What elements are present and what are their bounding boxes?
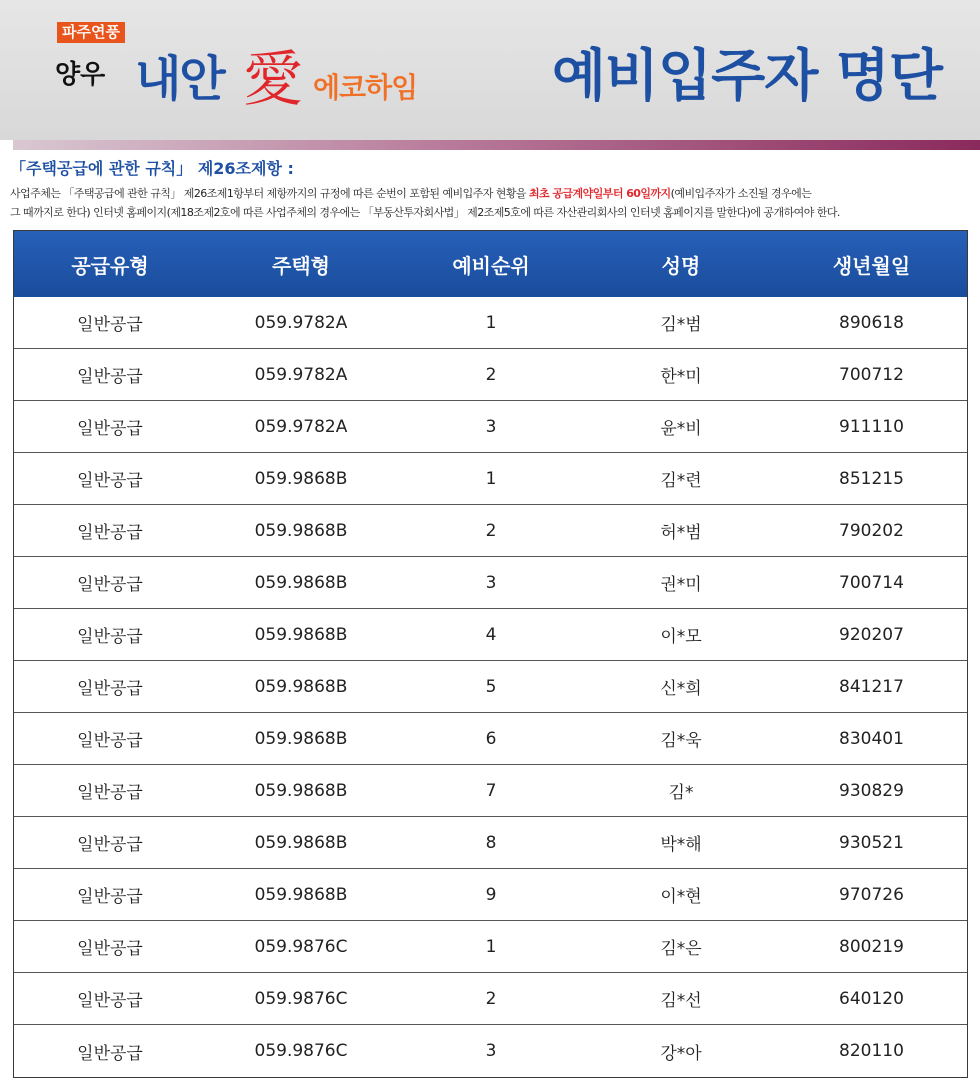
cell-waitlist-rank: 1 [485, 312, 497, 333]
table-row [14, 817, 967, 869]
table-row [14, 297, 967, 349]
cell-supply-type: 일반공급 [77, 627, 143, 647]
cell-supply-type: 일반공급 [77, 575, 143, 595]
cell-waitlist-rank: 3 [485, 416, 497, 437]
cell-birthdate: 890618 [839, 312, 904, 333]
cell-supply-type: 일반공급 [77, 1043, 143, 1064]
page-title: 예비입주자 명단 [551, 44, 942, 109]
cell-unit-type: 059.9868B [254, 468, 348, 489]
column-header-name: 성명 [661, 253, 701, 278]
cell-name: 윤*비 [660, 419, 702, 439]
cell-birthdate: 970726 [839, 884, 904, 905]
column-header-waitlist-rank: 예비순위 [452, 253, 530, 278]
waitlist-table [13, 230, 968, 1078]
cell-supply-type: 일반공급 [77, 315, 143, 335]
rule-line-1-post: (예비입주자가 소진될 경우에는 [670, 187, 812, 200]
cell-supply-type: 일반공급 [77, 991, 143, 1011]
cell-waitlist-rank: 3 [485, 572, 497, 593]
header-divider-band [13, 140, 980, 150]
cell-birthdate: 930521 [839, 832, 904, 853]
rule-text [10, 184, 975, 222]
cell-birthdate: 800219 [839, 936, 904, 957]
cell-unit-type: 059.9868B [254, 780, 348, 801]
table-row [14, 401, 967, 453]
rule-highlight: 최초 공급계약일부터 60일까지 [528, 187, 671, 200]
cell-supply-type: 일반공급 [77, 835, 143, 855]
cell-birthdate: 830401 [839, 728, 904, 749]
table-row [14, 505, 967, 557]
cell-birthdate: 911110 [839, 416, 904, 437]
cell-name: 김*선 [660, 991, 702, 1011]
table-row [14, 765, 967, 817]
cell-unit-type: 059.9868B [254, 520, 348, 541]
rule-line-1-pre: 사업주체는 「주택공급에 관한 규칙」 제26조제1항부터 제항까지의 규정에 따른 순번이 포함된 예비입주자 현황을 [10, 187, 529, 200]
cell-waitlist-rank: 4 [485, 624, 497, 645]
project-badge: 파주연풍 [57, 22, 125, 43]
cell-birthdate: 920207 [839, 624, 904, 645]
table-row [14, 713, 967, 765]
cell-waitlist-rank: 9 [485, 884, 497, 905]
page-header [0, 0, 980, 140]
column-header-birthdate: 생년월일 [832, 253, 911, 278]
cell-waitlist-rank: 1 [485, 468, 497, 489]
cell-birthdate: 700712 [839, 364, 904, 385]
cell-unit-type: 059.9868B [254, 676, 348, 697]
cell-birthdate: 841217 [839, 676, 904, 697]
cell-unit-type: 059.9876C [254, 936, 348, 957]
cell-unit-type: 059.9868B [254, 572, 348, 593]
table-row [14, 973, 967, 1025]
cell-unit-type: 059.9876C [254, 1041, 348, 1061]
cell-name: 김*련 [660, 471, 702, 491]
cell-name: 허*범 [660, 523, 702, 543]
cell-unit-type: 059.9868B [254, 884, 348, 905]
cell-supply-type: 일반공급 [77, 887, 143, 907]
cell-supply-type: 일반공급 [77, 419, 143, 439]
cell-unit-type: 059.9868B [254, 624, 348, 645]
table-row [14, 869, 967, 921]
cell-unit-type: 059.9782A [254, 364, 348, 385]
cell-name: 강*아 [660, 1043, 702, 1064]
cell-name: 김*은 [660, 939, 702, 959]
logo-ae-character: 愛 [243, 45, 303, 115]
cell-name: 신*희 [660, 679, 702, 699]
cell-birthdate: 640120 [839, 988, 904, 1009]
cell-birthdate: 790202 [839, 520, 904, 541]
cell-unit-type: 059.9868B [254, 728, 348, 749]
column-header-unit-type: 주택형 [272, 253, 330, 278]
cell-name: 권*미 [660, 575, 702, 595]
cell-unit-type: 059.9782A [254, 312, 348, 333]
logo-naean: 내안 [135, 51, 224, 107]
cell-name: 김*욱 [660, 731, 702, 751]
table-body [14, 297, 967, 1077]
cell-name: 이*모 [660, 627, 702, 647]
cell-birthdate: 820110 [839, 1041, 904, 1061]
table-row [14, 557, 967, 609]
cell-supply-type: 일반공급 [77, 783, 143, 803]
cell-birthdate: 930829 [839, 780, 904, 801]
cell-name: 김*범 [660, 315, 702, 335]
table-row [14, 609, 967, 661]
cell-supply-type: 일반공급 [77, 679, 143, 699]
table-row [14, 661, 967, 713]
cell-supply-type: 일반공급 [77, 731, 143, 751]
cell-supply-type: 일반공급 [77, 471, 143, 491]
rule-line-2: 그 때까지로 한다) 인터넷 홈페이지(제18조제2호에 따른 사업주체의 경우에는 「부동산투자회사법」 제2조제5호에 따른 자산관리회사의 인터넷 홈페이지를 말한다)에 공개하여야 한다. [10, 206, 840, 219]
logo-ecoheim: 에코하임 [313, 71, 418, 104]
table-row [14, 453, 967, 505]
table-header [14, 231, 967, 297]
cell-name: 이*현 [660, 887, 702, 907]
table-row [14, 349, 967, 401]
cell-waitlist-rank: 2 [485, 364, 497, 385]
cell-waitlist-rank: 7 [485, 780, 497, 801]
logo-yangwoo: 양우 [55, 60, 106, 90]
column-header-supply-type: 공급유형 [71, 253, 149, 278]
cell-unit-type: 059.9868B [254, 832, 348, 853]
cell-unit-type: 059.9876C [254, 988, 348, 1009]
cell-birthdate: 851215 [839, 468, 904, 489]
cell-supply-type: 일반공급 [77, 367, 143, 387]
cell-waitlist-rank: 2 [485, 988, 497, 1009]
cell-waitlist-rank: 2 [485, 520, 497, 541]
table-row [14, 1025, 967, 1077]
cell-waitlist-rank: 6 [485, 728, 497, 749]
cell-waitlist-rank: 5 [485, 676, 497, 697]
cell-waitlist-rank: 1 [485, 936, 497, 957]
cell-supply-type: 일반공급 [77, 523, 143, 543]
cell-birthdate: 700714 [839, 572, 904, 593]
cell-supply-type: 일반공급 [77, 939, 143, 959]
rule-line-1 [10, 184, 975, 203]
table-row [14, 921, 967, 973]
cell-name: 김* [668, 783, 694, 803]
cell-unit-type: 059.9782A [254, 416, 348, 437]
cell-name: 한*미 [660, 367, 702, 387]
cell-waitlist-rank: 8 [485, 832, 497, 853]
cell-waitlist-rank: 3 [485, 1041, 497, 1061]
rule-title: 「주택공급에 관한 규칙」 제26조제항 : [10, 159, 294, 178]
cell-name: 박*해 [660, 835, 702, 855]
